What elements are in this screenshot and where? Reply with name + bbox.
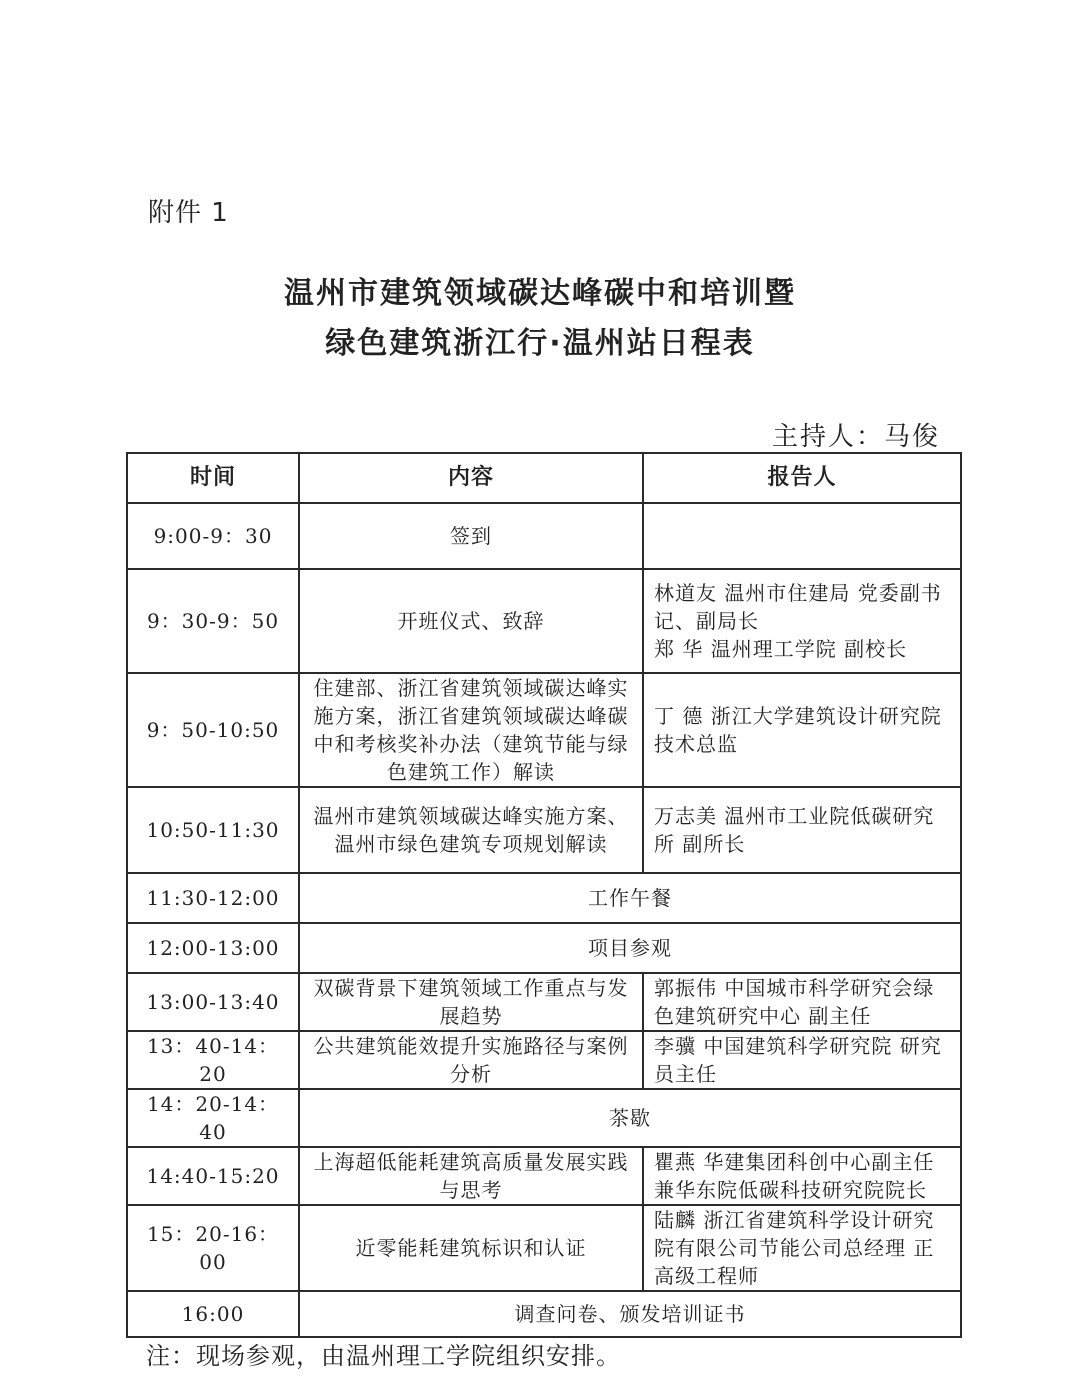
row-time: 13:00-13:40 — [127, 973, 299, 1031]
table-row — [127, 1089, 961, 1147]
row-speaker: 瞿燕 华建集团科创中心副主任兼华东院低碳科技研究院院长 — [643, 1147, 961, 1205]
schedule-body — [127, 503, 961, 1337]
table-row — [127, 973, 961, 1031]
table-row — [127, 1031, 961, 1089]
row-time: 14:40-15:20 — [127, 1147, 299, 1205]
row-time: 12:00-13:00 — [127, 923, 299, 973]
row-time: 9：30-9：50 — [127, 569, 299, 673]
row-content: 住建部、浙江省建筑领域碳达峰实施方案，浙江省建筑领域碳达峰碳中和考核奖补办法（建筑节能与绿色建筑工作）解读 — [299, 673, 643, 787]
schedule-table — [126, 452, 962, 1338]
table-row — [127, 1205, 961, 1291]
row-speaker: 郭振伟 中国城市科学研究会绿色建筑研究中心 副主任 — [643, 973, 961, 1031]
row-time: 9:00-9：30 — [127, 503, 299, 569]
row-content: 签到 — [299, 503, 643, 569]
document-title-line2: 绿色建筑浙江行·温州站日程表 — [325, 326, 755, 361]
attachment-label: 附件 1 — [148, 198, 229, 228]
row-content: 双碳背景下建筑领域工作重点与发展趋势 — [299, 973, 643, 1031]
row-time: 14：20-14：40 — [127, 1089, 299, 1147]
table-row — [127, 923, 961, 973]
row-content: 公共建筑能效提升实施路径与案例分析 — [299, 1031, 643, 1089]
document-title-line1: 温州市建筑领域碳达峰碳中和培训暨 — [284, 276, 796, 311]
table-row — [127, 1147, 961, 1205]
row-content: 开班仪式、致辞 — [299, 569, 643, 673]
row-speaker: 李骥 中国建筑科学研究院 研究员主任 — [643, 1031, 961, 1089]
row-content: 上海超低能耗建筑高质量发展实践与思考 — [299, 1147, 643, 1205]
row-time: 10:50-11:30 — [127, 787, 299, 873]
header-time: 时间 — [127, 453, 299, 503]
row-content: 近零能耗建筑标识和认证 — [299, 1205, 643, 1291]
table-row — [127, 503, 961, 569]
row-content: 温州市建筑领域碳达峰实施方案、温州市绿色建筑专项规划解读 — [299, 787, 643, 873]
table-header-row — [127, 453, 961, 503]
row-speaker: 林道友 温州市住建局 党委副书记、副局长 郑 华 温州理工学院 副校长 — [643, 569, 961, 673]
table-row — [127, 673, 961, 787]
footnote: 注：现场参观，由温州理工学院组织安排。 — [146, 1342, 621, 1370]
row-content: 茶歇 — [299, 1089, 961, 1147]
header-content: 内容 — [299, 453, 643, 503]
row-time: 11:30-12:00 — [127, 873, 299, 923]
row-speaker: 陆麟 浙江省建筑科学设计研究院有限公司节能公司总经理 正高级工程师 — [643, 1205, 961, 1291]
row-speaker — [643, 503, 961, 569]
row-time: 13：40-14：20 — [127, 1031, 299, 1089]
row-content: 项目参观 — [299, 923, 961, 973]
table-row — [127, 1291, 961, 1337]
row-time: 16:00 — [127, 1291, 299, 1337]
table-row — [127, 569, 961, 673]
table-row — [127, 787, 961, 873]
row-time: 9：50-10:50 — [127, 673, 299, 787]
host-label: 主持人：马俊 — [771, 422, 940, 452]
row-speaker: 丁 德 浙江大学建筑设计研究院 技术总监 — [643, 673, 961, 787]
row-content: 工作午餐 — [299, 873, 961, 923]
row-content: 调查问卷、颁发培训证书 — [299, 1291, 961, 1337]
header-speaker: 报告人 — [643, 453, 961, 503]
table-row — [127, 873, 961, 923]
row-time: 15：20-16：00 — [127, 1205, 299, 1291]
row-speaker: 万志美 温州市工业院低碳研究所 副所长 — [643, 787, 961, 873]
